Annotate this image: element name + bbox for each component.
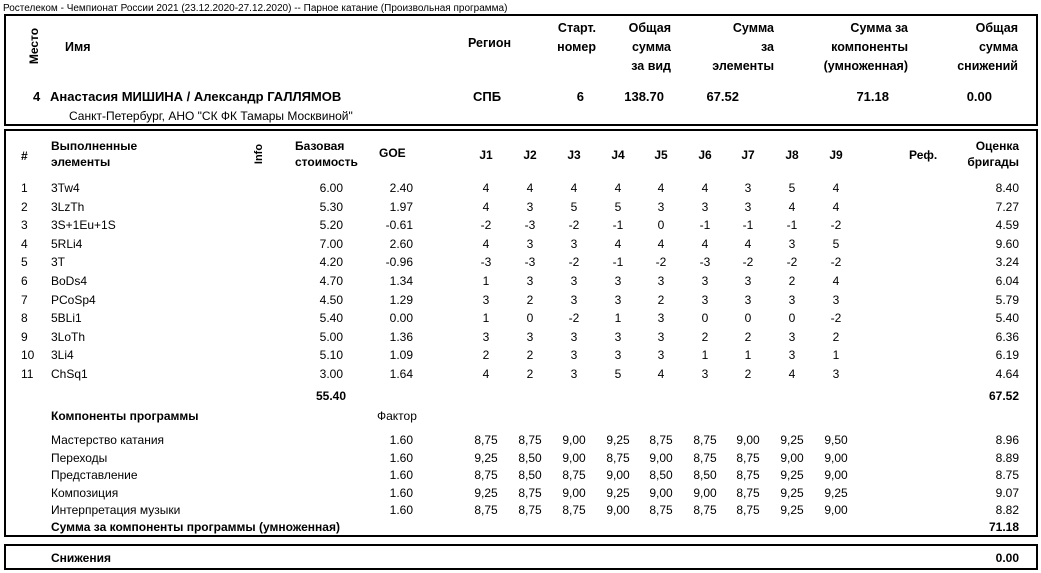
col-goe-header: GOE [379, 146, 406, 160]
judge-goe: 3 [832, 292, 840, 307]
judge-goe: 4 [526, 181, 534, 195]
judge-goe: 3 [614, 274, 622, 288]
judge-goe: 3 [832, 367, 840, 381]
judge-goe: 3 [570, 348, 578, 363]
element-row [6, 291, 1036, 309]
judge-component-mark: 8,75 [693, 503, 717, 518]
judge-component-mark: 8,75 [606, 450, 630, 465]
judge-component-mark: 8,75 [562, 503, 586, 518]
judge-goe: 5 [832, 236, 840, 251]
element-base-value: 5.20 [319, 218, 343, 233]
element-number: 10 [21, 348, 35, 363]
judge-component-mark: 8,75 [474, 468, 498, 483]
judge-component-mark: 8,75 [649, 433, 673, 447]
judge-goe: 2 [744, 367, 752, 381]
judge-goe: 5 [788, 181, 796, 195]
judge-component-mark: 8,75 [518, 485, 542, 500]
judge-goe: 2 [744, 329, 752, 344]
judge-component-mark: 9,00 [649, 450, 673, 465]
judge-goe: 2 [526, 367, 534, 381]
judge-component-mark: 8,75 [474, 503, 498, 518]
col-start-header: Старт. номер [557, 21, 596, 54]
component-row [6, 449, 1036, 467]
judge-goe: 3 [788, 348, 796, 363]
judge-goe: 4 [788, 367, 796, 381]
component-score: 8.75 [995, 468, 1019, 483]
element-number: 2 [21, 199, 28, 214]
col-region-header: Регион [468, 36, 512, 50]
element-goe: -0.61 [385, 218, 413, 233]
component-factor: 1.60 [389, 468, 413, 483]
judge-component-mark: 8,75 [736, 485, 760, 500]
judge-goe: 3 [701, 367, 709, 381]
element-score: 3.24 [995, 255, 1019, 270]
base-total: 55.40 [315, 389, 346, 403]
judge-goe: 1 [614, 311, 622, 326]
judge-component-mark: 8,75 [693, 450, 717, 465]
element-score: 6.36 [995, 329, 1019, 344]
judge-goe: 4 [788, 199, 796, 214]
element-score: 8.40 [995, 181, 1019, 195]
judge-goe: 3 [701, 292, 709, 307]
element-base-value: 5.10 [319, 348, 343, 363]
judge-component-mark: 9,00 [780, 450, 804, 465]
component-name: Интерпретация музыки [51, 503, 181, 518]
component-factor: 1.60 [389, 485, 413, 500]
component-name: Представление [51, 468, 138, 483]
judge-header: J1 [479, 148, 493, 162]
judge-goe: 3 [701, 199, 709, 214]
judge-header: J6 [698, 148, 712, 162]
component-row [6, 484, 1036, 502]
judge-component-mark: 9,00 [562, 450, 586, 465]
element-goe: 1.64 [389, 367, 413, 381]
element-code: BoDs4 [51, 274, 88, 288]
judge-component-mark: 9,00 [606, 503, 630, 518]
element-row [6, 309, 1036, 327]
judge-goe: 5 [570, 199, 578, 214]
col-total-header: Общая сумма за вид [628, 21, 671, 73]
judge-goe: -2 [568, 255, 580, 270]
header-line: Ростелеком - Чемпионат России 2021 (23.12.2020-27.12.2020) -- Парное катание (Произвольная программа) [3, 3, 508, 14]
judge-goe: 1 [744, 348, 752, 363]
judge-goe: -2 [830, 255, 842, 270]
component-score: 8.96 [995, 433, 1019, 447]
element-number: 7 [21, 292, 28, 307]
judge-goe: 3 [657, 329, 665, 344]
judge-goe: 4 [482, 367, 490, 381]
skater-club: Санкт-Петербург, АНО "СК ФК Тамары Москвиной" [69, 109, 353, 123]
judge-goe: 3 [570, 274, 578, 288]
element-score: 5.79 [995, 292, 1019, 307]
deductions-sum-value: 0.00 [966, 89, 992, 104]
total-score-value: 138.70 [624, 89, 664, 104]
judge-goe: 4 [657, 236, 665, 251]
judge-goe: 1 [701, 348, 709, 363]
col-components-header: Сумма за компоненты (умноженная) [823, 21, 908, 73]
col-ref-header: Реф. [909, 148, 938, 162]
judge-goe: 0 [526, 311, 534, 326]
judge-goe: 2 [526, 292, 534, 307]
judge-component-mark: 9,00 [824, 468, 848, 483]
judge-goe: 3 [744, 181, 752, 195]
element-code: 3S+1Eu+1S [51, 218, 116, 233]
judge-component-mark: 9,00 [649, 485, 673, 500]
element-code: 3LoTh [51, 329, 86, 344]
judge-goe: 4 [657, 367, 665, 381]
judge-component-mark: 8,75 [736, 503, 760, 518]
judge-component-mark: 9,25 [606, 485, 630, 500]
element-goe: 2.40 [389, 181, 413, 195]
judge-header: J9 [829, 148, 843, 162]
col-score-header: Оценка бригады [967, 139, 1019, 169]
judge-component-mark: 9,50 [824, 433, 848, 447]
judge-component-mark: 8,75 [474, 433, 498, 447]
element-goe: 1.97 [389, 199, 413, 214]
judge-component-mark: 9,25 [780, 503, 804, 518]
judge-component-mark: 9,25 [780, 468, 804, 483]
judge-goe: 4 [570, 181, 578, 195]
judge-component-mark: 8,75 [736, 450, 760, 465]
element-number: 8 [21, 311, 28, 326]
judge-goe: -2 [655, 255, 667, 270]
judge-goe: 1 [482, 311, 490, 326]
component-score: 8.82 [995, 503, 1019, 518]
judge-goe: 3 [744, 274, 752, 288]
judge-component-mark: 8,75 [562, 468, 586, 483]
element-score: 9.60 [995, 236, 1019, 251]
judge-goe: 4 [614, 236, 622, 251]
element-code: PCoSp4 [51, 292, 96, 307]
judge-goe: 3 [657, 311, 665, 326]
element-row [6, 346, 1036, 364]
judge-goe: 4 [832, 181, 840, 195]
judge-goe: -1 [786, 218, 798, 233]
judge-header: J7 [741, 148, 755, 162]
judge-goe: -2 [480, 218, 492, 233]
element-goe: 1.36 [389, 329, 413, 344]
element-base-value: 7.00 [319, 236, 343, 251]
judge-component-mark: 8,50 [518, 468, 542, 483]
judge-goe: 2 [482, 348, 490, 363]
element-score: 4.59 [995, 218, 1019, 233]
component-factor: 1.60 [389, 450, 413, 465]
element-score: 6.19 [995, 348, 1019, 363]
judge-component-mark: 8,75 [736, 468, 760, 483]
component-score: 8.89 [995, 450, 1019, 465]
judge-goe: -1 [612, 218, 624, 233]
component-row [6, 431, 1036, 449]
judge-goe: -2 [786, 255, 798, 270]
element-base-value: 5.30 [319, 199, 343, 214]
judge-goe: 4 [701, 236, 709, 251]
element-code: 5BLi1 [51, 311, 82, 326]
element-number: 5 [21, 255, 28, 270]
judge-goe: 4 [614, 181, 622, 195]
judge-component-mark: 8,50 [649, 468, 673, 483]
judge-goe: 3 [482, 329, 490, 344]
deductions-label: Снижения [51, 551, 111, 565]
judge-component-mark: 9,00 [606, 468, 630, 483]
judge-goe: -3 [699, 255, 711, 270]
judge-component-mark: 9,25 [606, 433, 630, 447]
col-elements-header-detail: Выполненные элементы [51, 139, 138, 169]
judge-component-mark: 8,50 [518, 450, 542, 465]
deductions-value: 0.00 [995, 551, 1019, 565]
judge-header: J8 [785, 148, 799, 162]
element-number: 9 [21, 329, 28, 344]
element-goe: -0.96 [385, 255, 413, 270]
judge-goe: 2 [526, 348, 534, 363]
element-base-value: 5.00 [319, 329, 343, 344]
element-code: 5RLi4 [51, 236, 83, 251]
judge-goe: 3 [657, 274, 665, 288]
component-name: Переходы [51, 450, 108, 465]
judge-goe: 3 [570, 292, 578, 307]
judge-goe: 3 [701, 274, 709, 288]
element-code: 3Tw4 [51, 181, 80, 195]
element-number: 3 [21, 218, 28, 233]
components-sum-value: 71.18 [856, 89, 889, 104]
judge-component-mark: 9,00 [824, 450, 848, 465]
judge-component-mark: 9,25 [474, 485, 498, 500]
col-base-header: Базовая стоимость [295, 139, 358, 169]
element-base-value: 6.00 [319, 181, 343, 195]
judge-header: J4 [611, 148, 625, 162]
element-score: 6.04 [995, 274, 1019, 288]
judge-header: J3 [567, 148, 581, 162]
judge-goe: 4 [701, 181, 709, 195]
element-base-value: 4.70 [319, 274, 343, 288]
elements-sum-value: 67.52 [706, 89, 739, 104]
judge-goe: -1 [742, 218, 754, 233]
element-number: 4 [21, 236, 28, 251]
element-row [6, 235, 1036, 253]
start-number-value: 6 [576, 89, 584, 104]
element-base-value: 3.00 [319, 367, 343, 381]
judge-goe: 3 [744, 292, 752, 307]
element-score: 7.27 [995, 199, 1019, 214]
judge-goe: 3 [614, 348, 622, 363]
judge-goe: 3 [788, 329, 796, 344]
judge-component-mark: 9,00 [562, 433, 586, 447]
judge-goe: -1 [612, 255, 624, 270]
judge-goe: 3 [526, 274, 534, 288]
judge-goe: 3 [614, 292, 622, 307]
element-score: 4.64 [995, 367, 1019, 381]
element-goe: 1.29 [389, 292, 413, 307]
element-number: 6 [21, 274, 28, 288]
col-elements-header: Сумма за элементы [712, 21, 774, 73]
judge-header: J5 [654, 148, 668, 162]
component-name: Композиция [51, 485, 119, 500]
judge-goe: -3 [524, 218, 536, 233]
component-factor: 1.60 [389, 503, 413, 518]
element-row [6, 179, 1036, 197]
judge-goe: -2 [830, 311, 842, 326]
judge-goe: 3 [657, 348, 665, 363]
judge-component-mark: 9,25 [824, 485, 848, 500]
element-goe: 2.60 [389, 236, 413, 251]
judge-goe: 2 [701, 329, 709, 344]
judge-goe: 4 [744, 236, 752, 251]
judge-component-mark: 9,25 [780, 485, 804, 500]
element-code: 3LzTh [51, 199, 85, 214]
judge-header: J2 [523, 148, 537, 162]
judge-component-mark: 9,25 [474, 450, 498, 465]
judge-goe: 0 [701, 311, 709, 326]
col-info-header: Info [253, 143, 265, 165]
col-name-header: Имя [65, 40, 91, 54]
element-base-value: 4.50 [319, 292, 343, 307]
element-code: 3T [51, 255, 66, 270]
judge-component-mark: 8,75 [518, 433, 542, 447]
component-score: 9.07 [995, 485, 1019, 500]
judge-goe: -3 [480, 255, 492, 270]
judge-goe: 3 [788, 292, 796, 307]
judge-goe: 4 [482, 181, 490, 195]
summary-box [4, 14, 1038, 126]
judge-component-mark: 8,50 [693, 468, 717, 483]
judge-goe: 4 [832, 199, 840, 214]
element-code: ChSq1 [51, 367, 88, 381]
judge-goe: 5 [614, 199, 622, 214]
judge-goe: 4 [657, 181, 665, 195]
judge-goe: 1 [482, 274, 490, 288]
judge-goe: -2 [830, 218, 842, 233]
judge-component-mark: 9,00 [693, 485, 717, 500]
judge-goe: 3 [788, 236, 796, 251]
judge-goe: 0 [744, 311, 752, 326]
skater-name: Анастасия МИШИНА / Александр ГАЛЛЯМОВ [50, 89, 342, 104]
place: 4 [33, 89, 41, 104]
component-factor: 1.60 [389, 433, 413, 447]
component-row [6, 466, 1036, 484]
judge-component-mark: 8,75 [518, 503, 542, 518]
judge-goe: -2 [742, 255, 754, 270]
element-score: 5.40 [995, 311, 1019, 326]
components-title: Компоненты программы [51, 409, 199, 423]
judge-component-mark: 9,25 [780, 433, 804, 447]
judge-goe: 2 [832, 329, 840, 344]
judge-goe: -2 [568, 218, 580, 233]
col-num-header: # [21, 149, 28, 163]
region-value: СПБ [473, 89, 502, 104]
col-deductions-header: Общая сумма снижений [957, 21, 1018, 73]
judge-component-mark: 8,75 [649, 503, 673, 518]
judge-component-mark: 8,75 [693, 433, 717, 447]
element-row [6, 365, 1036, 383]
element-goe: 0.00 [389, 311, 413, 326]
element-row [6, 328, 1036, 346]
deductions-box [4, 544, 1038, 570]
element-code: 3Li4 [51, 348, 74, 363]
judge-goe: 3 [526, 236, 534, 251]
judge-goe: 3 [614, 329, 622, 344]
judge-component-mark: 9,00 [824, 503, 848, 518]
score-total: 67.52 [988, 389, 1019, 403]
element-row [6, 198, 1036, 216]
judge-goe: 0 [657, 218, 665, 233]
judge-goe: -1 [699, 218, 711, 233]
judge-goe: 3 [526, 329, 534, 344]
components-total-value: 71.18 [988, 520, 1019, 534]
judge-component-mark: 9,00 [736, 433, 760, 447]
judge-goe: 3 [657, 199, 665, 214]
element-row [6, 272, 1036, 290]
judge-goe: 4 [482, 199, 490, 214]
judge-goe: 3 [570, 367, 578, 381]
judge-goe: 5 [614, 367, 622, 381]
judge-goe: 3 [570, 236, 578, 251]
judge-goe: 0 [788, 311, 796, 326]
element-goe: 1.34 [389, 274, 413, 288]
element-row [6, 253, 1036, 271]
element-base-value: 4.20 [319, 255, 343, 270]
factor-header: Фактор [377, 409, 417, 423]
judge-goe: 3 [482, 292, 490, 307]
judge-goe: 2 [788, 274, 796, 288]
judge-goe: 3 [744, 199, 752, 214]
element-base-value: 5.40 [319, 311, 343, 326]
component-row [6, 501, 1036, 519]
judge-goe: 3 [570, 329, 578, 344]
judge-goe: -3 [524, 255, 536, 270]
judge-goe: 3 [526, 199, 534, 214]
element-number: 11 [21, 367, 34, 381]
judge-goe: 4 [482, 236, 490, 251]
component-name: Мастерство катания [51, 433, 165, 447]
components-total-label: Сумма за компоненты программы (умноженная) [51, 520, 340, 534]
element-number: 1 [21, 181, 28, 195]
element-row [6, 216, 1036, 234]
element-goe: 1.09 [389, 348, 413, 363]
judge-goe: 4 [832, 274, 840, 288]
col-place-header: Место [27, 27, 41, 65]
judge-component-mark: 9,00 [562, 485, 586, 500]
judge-goe: 1 [832, 348, 840, 363]
details-box [4, 129, 1038, 537]
judge-goe: -2 [568, 311, 580, 326]
judge-goe: 2 [657, 292, 665, 307]
